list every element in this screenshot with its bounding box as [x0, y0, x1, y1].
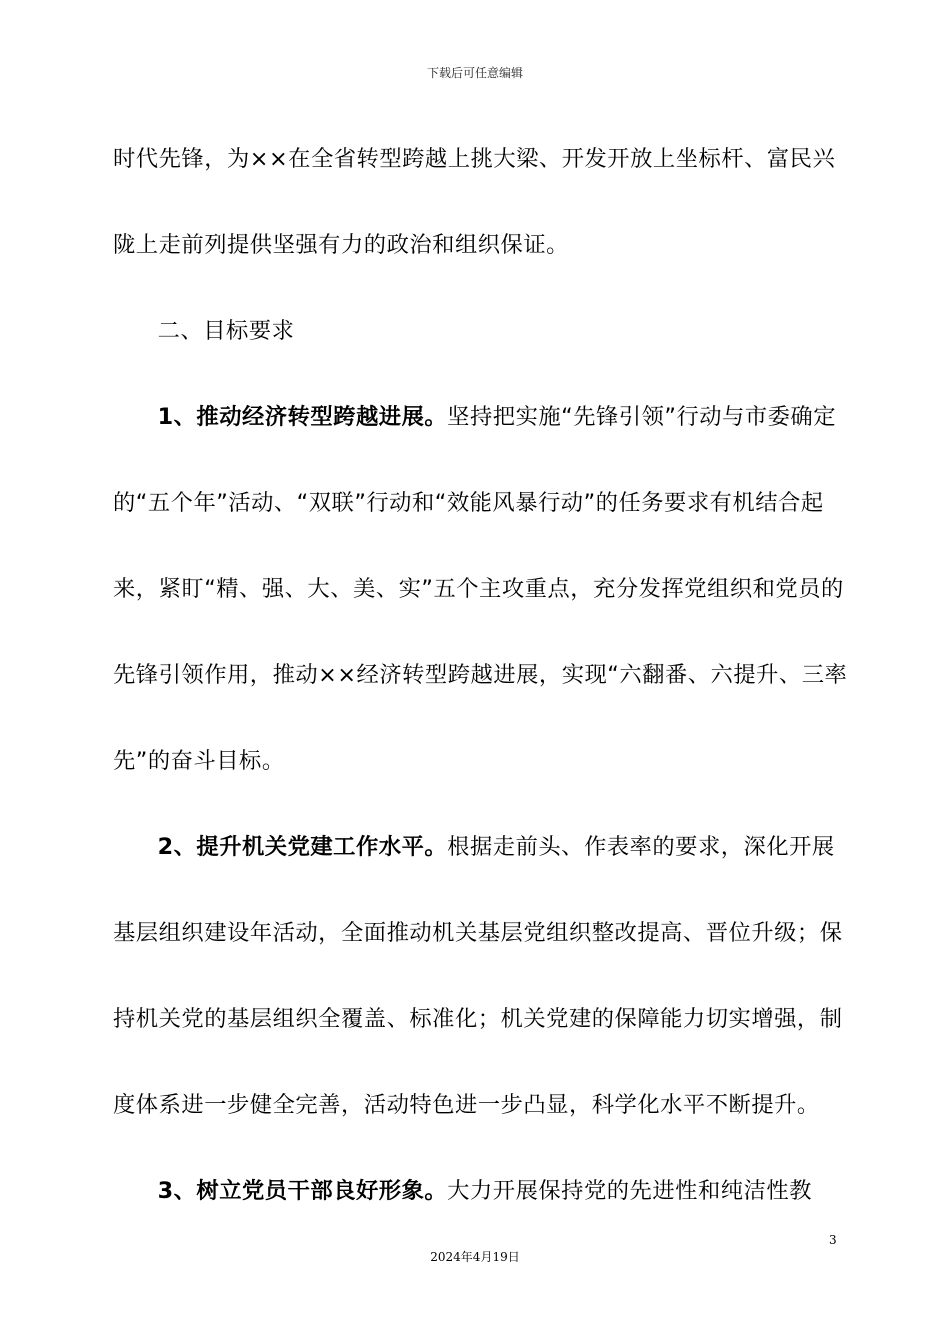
page-number: 3 — [829, 1233, 837, 1247]
item-1-body: 坚持把实施“先锋引领”行动与市委确定的“五个年”活动、“双联”行动和“效能风暴行动”的任务要求有机结合起来，紧盯“精、强、大、美、实”五个主攻重点，充分发挥党组织和党员的先锋引领作用，推动××经济转型跨越进展，实现“六翻番、六提升、三率先”的奋斗目标。 — [113, 404, 848, 774]
paragraph-continuation: 时代先锋，为××在全省转型跨越上挑大梁、开发开放上坐标杆、富民兴陇上走前列提供坚强有力的政治和组织保证。 — [113, 146, 836, 258]
item-2-body: 根据走前头、作表率的要求，深化开展基层组织建设年活动，全面推动机关基层党组织整改提高、晋位升级；保持机关党的基层组织全覆盖、标准化；机关党建的保障能力切实增强，制度体系进一步健全完善，活动特色进一步凸显，科学化水平不断提升。 — [113, 834, 843, 1118]
item-2-heading: 2、提升机关党建工作水平。 — [157, 834, 448, 860]
item-3-body: 大力开展保持党的先进性和纯洁性教 — [447, 1178, 812, 1204]
item-1-heading: 1、推动经济转型跨越进展。 — [157, 404, 448, 430]
paragraph-item-2 — [113, 804, 851, 1148]
paragraph-item-1 — [113, 374, 851, 804]
page-header: 下载后可任意编辑 — [426, 66, 523, 80]
section-heading-goals: 二、目标要求 — [157, 318, 295, 344]
footer-date: 2024年4月19日 — [430, 1250, 520, 1264]
item-3-heading: 3、树立党员干部良好形象。 — [157, 1178, 448, 1204]
document-body — [113, 116, 851, 1234]
paragraph-item-3 — [113, 1148, 851, 1234]
